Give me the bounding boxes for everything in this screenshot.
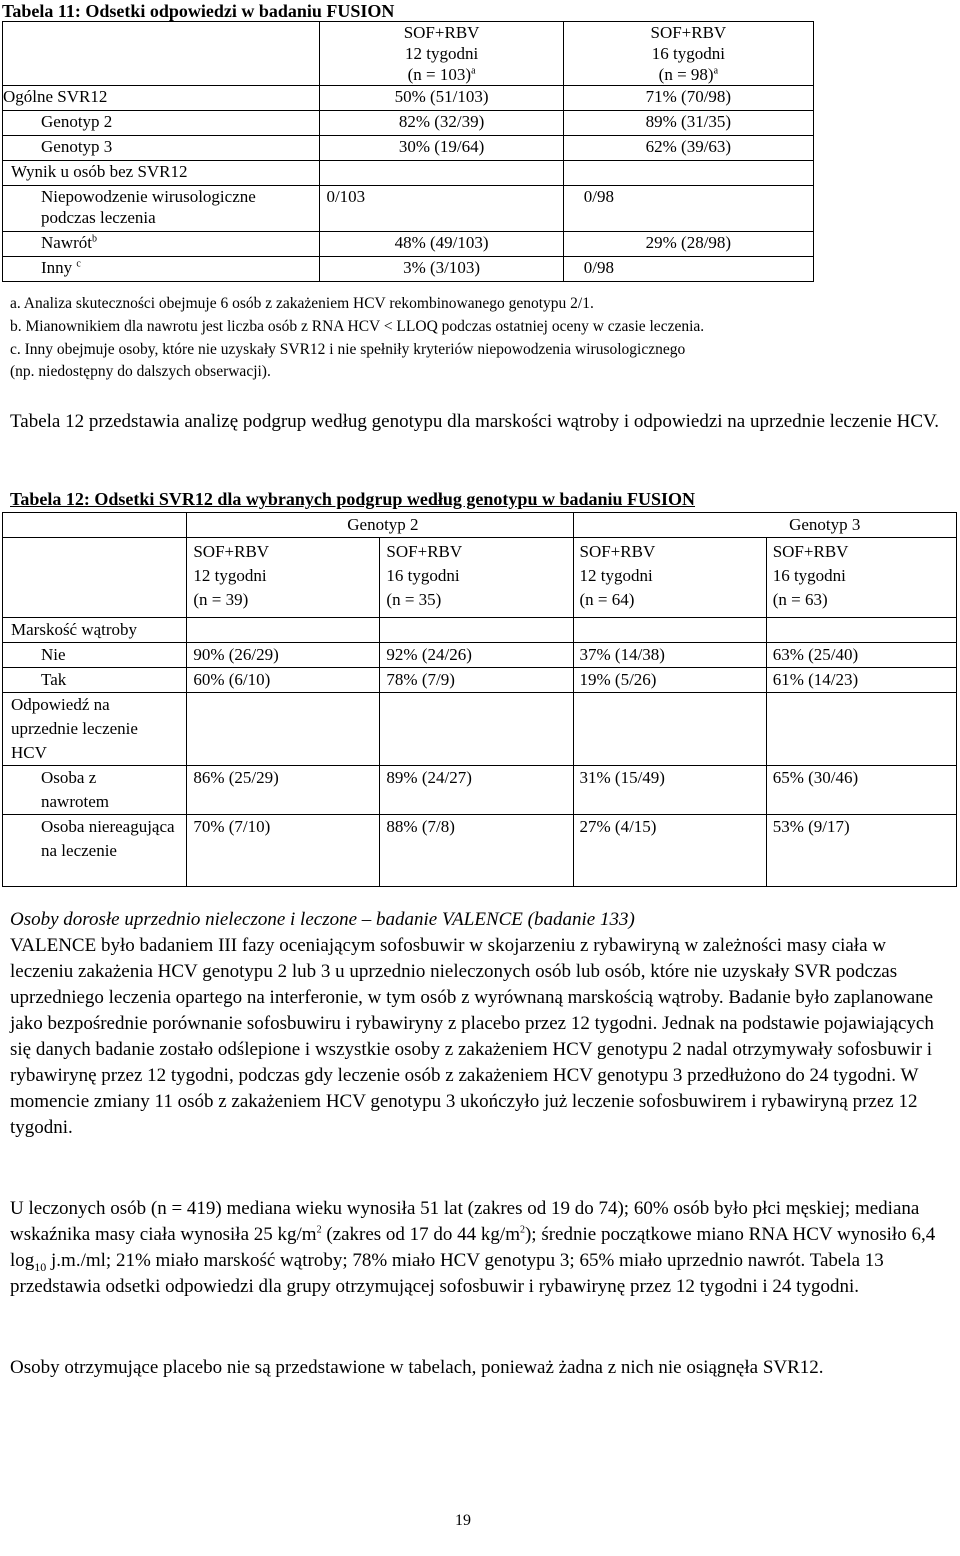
table-cell: 50% (51/103) (320, 86, 563, 111)
header-line: (n = 35) (386, 590, 442, 609)
table-cell: 27% (4/15) (573, 815, 766, 887)
table-cell: 62% (39/63) (563, 136, 813, 161)
footnote-c: c. Inny obejmuje osoby, które nie uzyskały SVR12 i nie spełniły kryteriów niepowodzenia wirusologicznego (10, 341, 686, 358)
section-label: Marskość wątroby (3, 618, 187, 643)
footnote-c-continued: (np. niedostępny do dalszych obserwacji). (10, 363, 271, 380)
table-cell: 0/98 (563, 257, 813, 282)
row-label: Nie (3, 643, 187, 668)
table-header-cell (187, 538, 380, 618)
table-cell: 60% (6/10) (187, 668, 380, 693)
table-header-cell (320, 22, 563, 86)
row-label: Osoba z nawrotem (3, 766, 187, 815)
table-header-empty (3, 538, 187, 618)
header-line: SOF+RBV (403, 23, 480, 42)
table-header-cell (563, 22, 813, 86)
header-line: (n = 39) (193, 590, 249, 609)
table-row (3, 186, 814, 232)
table-cell (766, 618, 956, 643)
row-label: Nawrót$^b$ (3, 232, 320, 257)
table-cell: 53% (9/17) (766, 815, 956, 887)
header-line: SOF+RBV (772, 542, 849, 561)
table-cell: 70% (7/10) (187, 815, 380, 887)
table-cell (380, 693, 573, 766)
table-row (3, 766, 957, 815)
header-line: 12 tygodni (404, 44, 479, 63)
row-label: Osoba niereagująca na leczenie (3, 815, 187, 887)
header-line: SOF+RBV (579, 542, 656, 561)
table-row (3, 643, 957, 668)
table-cell: 48% (49/103) (320, 232, 563, 257)
table-row (3, 693, 957, 766)
table-cell: 92% (24/26) (380, 643, 573, 668)
header-line: (n = 98)$^a$ (658, 65, 719, 84)
table-cell (573, 618, 766, 643)
footnote-b: b. Mianownikiem dla nawrotu jest liczba osób z RNA HCV < LLOQ podczas ostatniej oceny w czasie leczenia. (10, 318, 705, 335)
table-row (3, 161, 814, 186)
header-line: 16 tygodni (386, 566, 460, 585)
table-row (3, 513, 957, 538)
table-cell (187, 693, 380, 766)
header-line: 16 tygodni (772, 566, 846, 585)
section-label: Odpowiedź na uprzednie leczenie HCV (3, 693, 187, 766)
table-cell: 37% (14/38) (573, 643, 766, 668)
table-cell: 61% (14/23) (766, 668, 956, 693)
demographics-paragraph: U leczonych osób (n = 419) mediana wieku wynosiła 51 lat (zakres od 19 do 74); 60% osób było płci męskiej; mediana wskaźnika masy ciała wynosiła 25 $kg/m^2$ (zakres od 17 do 44 $kg/m^2$); średnie początkowe miano RNA HCV wynosiło 6,4 $\log_{10} j.m./ml$; 21% miało marskość wątroby; 78% miało HCV genotypu 3; 65% miało uprzednio nawrót. Tabela 13 przedstawia odsetki odpowiedzi dla grupy otrzymującej sofosbuwir i rybawirynę przez 12 tygodni i 24 tygodni. (10, 1198, 936, 1297)
table-12 (2, 512, 957, 887)
table-cell: 0/98 (563, 186, 813, 232)
table-row (3, 22, 814, 86)
table-row (3, 538, 957, 618)
row-label: Inny $^c$ (3, 257, 320, 282)
table-cell (563, 161, 813, 186)
placebo-paragraph: Osoby otrzymujące placebo nie są przedstawione w tabelach, ponieważ żadna z nich nie osiągnęła SVR12. (10, 1357, 824, 1378)
table-row (3, 232, 814, 257)
table-cell (320, 161, 563, 186)
table-cell (187, 618, 380, 643)
table-cell: 0/103 (320, 186, 563, 232)
row-label: Genotyp 2 (3, 111, 320, 136)
table-cell: 90% (26/29) (187, 643, 380, 668)
table-header-cell (573, 538, 766, 618)
table-row (3, 136, 814, 161)
row-label: Ogólne SVR12 (3, 86, 320, 111)
header-line: 12 tygodni (193, 566, 267, 585)
table-row (3, 815, 957, 887)
table-cell: 30% (19/64) (320, 136, 563, 161)
valence-paragraph: VALENCE było badaniem III fazy oceniającym sofosbuwir w skojarzeniu z rybawiryną w zależności masy ciała w leczeniu zakażenia HCV genotypu 2 lub 3 u uprzednio nieleczonych osób lub osób, które nie uzyskały SVR podczas uprzedniego leczenia opartego na interferonie, w tym osób z wyrównaną marskością wątroby. Badanie było zaplanowane jako bezpośrednie porównanie sofosbuwiru i rybawiryny z placebo przez 12 tygodni. Jednak na podstawie pojawiających się danych badanie zostało odślepione i wszystkie osoby z zakażeniem HCV genotypu 2 nadal otrzymywały sofosbuwir i rybawirynę przez 12 tygodni, podczas gdy leczenie osób z zakażeniem HCV genotypu 3 przedłużono do 24 tygodni. W momencie zmiany 11 osób z zakażeniem HCV genotypu 3 ukończyło już leczenie sofosbuwirem i rybawiryną przez 12 tygodni. (10, 935, 934, 1138)
header-line: SOF+RBV (193, 542, 270, 561)
row-label: Tak (3, 668, 187, 693)
table-11 (2, 21, 814, 282)
header-line: 16 tygodni (651, 44, 725, 63)
table-cell: 31% (15/49) (573, 766, 766, 815)
row-label: Genotyp 3 (3, 136, 320, 161)
table-row (3, 668, 957, 693)
table-cell: 88% (7/8) (380, 815, 573, 887)
paragraph-table12-intro: Tabela 12 przedstawia analizę podgrup według genotypu dla marskości wątroby i odpowiedzi na uprzednie leczenie HCV. (10, 411, 940, 432)
genotype-2-header: Genotyp 2 (187, 513, 573, 538)
header-line: (n = 64) (579, 590, 635, 609)
table-header-cell (766, 538, 956, 618)
genotype-3-header: Genotyp 3 (573, 513, 957, 538)
table-cell (380, 618, 573, 643)
header-line: SOF+RBV (386, 542, 463, 561)
table-cell: 29% (28/98) (563, 232, 813, 257)
table-12-title: Tabela 12: Odsetki SVR12 dla wybranych podgrup według genotypu w badaniu FUSION (10, 489, 696, 509)
header-line: SOF+RBV (650, 23, 727, 42)
table-cell: 82% (32/39) (320, 111, 563, 136)
header-line: 12 tygodni (579, 566, 653, 585)
table-row (3, 86, 814, 111)
table-header-empty (3, 513, 187, 538)
table-cell: 19% (5/26) (573, 668, 766, 693)
row-label: Wynik u osób bez SVR12 (3, 161, 320, 186)
header-line: (n = 103)$^a$ (407, 65, 476, 84)
valence-heading: Osoby dorosłe uprzednio nieleczone i leczone – badanie VALENCE (badanie 133) (10, 909, 635, 930)
footnote-a: a. Analiza skuteczności obejmuje 6 osób z zakażeniem HCV rekombinowanego genotypu 2/1. (10, 295, 594, 312)
table-11-title: Tabela 11: Odsetki odpowiedzi w badaniu FUSION (2, 1, 395, 21)
table-cell: 3% (3/103) (320, 257, 563, 282)
table-cell: 86% (25/29) (187, 766, 380, 815)
header-line: (n = 63) (772, 590, 828, 609)
table-cell (573, 693, 766, 766)
table-cell (766, 693, 956, 766)
row-label: Niepowodzenie wirusologiczne podczas leczenia (3, 186, 320, 232)
table-row (3, 257, 814, 282)
table-header-empty (3, 22, 320, 86)
table-cell: 71% (70/98) (563, 86, 813, 111)
table-cell: 89% (31/35) (563, 111, 813, 136)
table-cell: 65% (30/46) (766, 766, 956, 815)
table-cell: 78% (7/9) (380, 668, 573, 693)
table-cell: 63% (25/40) (766, 643, 956, 668)
table-cell: 89% (24/27) (380, 766, 573, 815)
page-number: 19 (455, 1512, 471, 1529)
table-row (3, 111, 814, 136)
table-row (3, 618, 957, 643)
table-header-cell (380, 538, 573, 618)
